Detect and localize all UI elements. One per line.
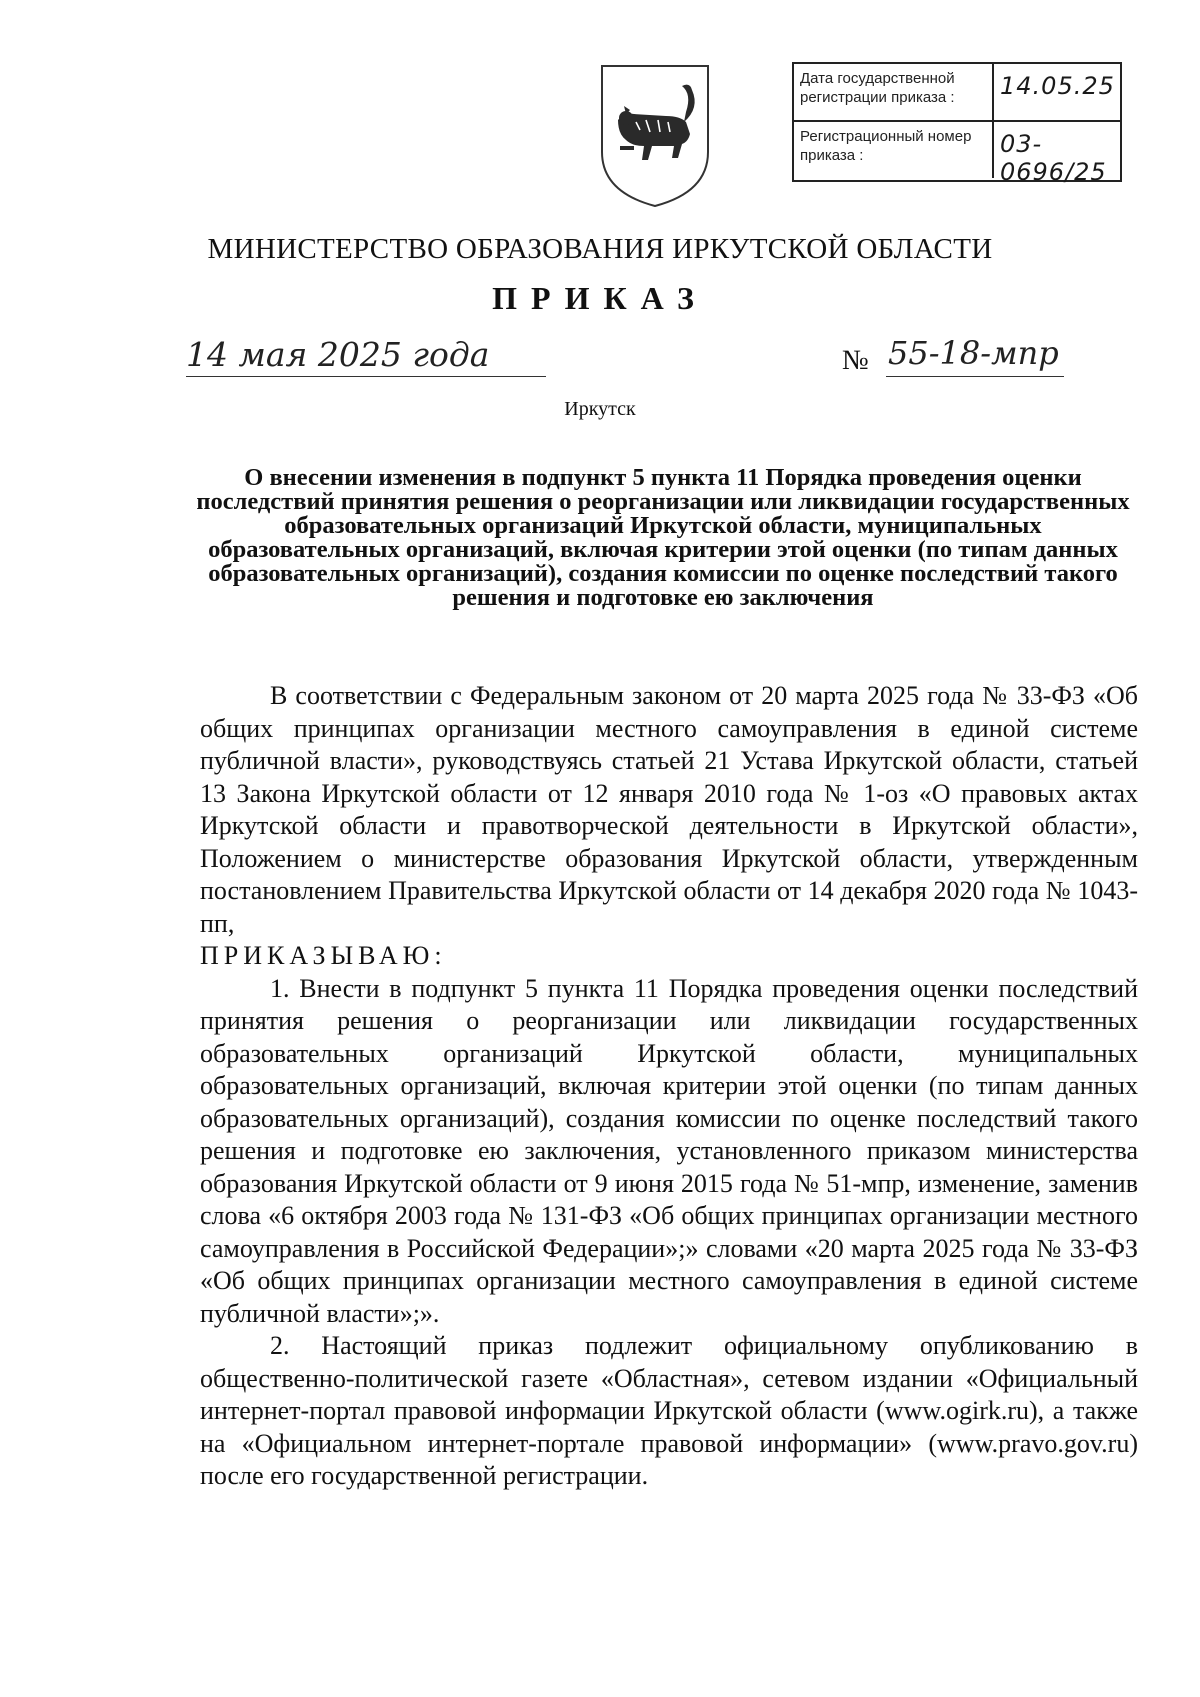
document-body bbox=[200, 680, 1138, 1493]
city: Иркутск bbox=[564, 398, 636, 420]
stamp-number-label: Регистрационный номер приказа : bbox=[800, 128, 972, 164]
order-item-1: 1. Внести в подпункт 5 пункта 11 Порядка проведения оценки последствий принятия решения о реорганизации или ликвидации государственных образовательных организаций Иркутской области, муниципальных образовательных организаций, включая критерии этой оценки (по типам данных образовательных организаций), создания комиссии по оценке последствий такого решения и подготовке ею заключения, установленного приказом министерства образования Иркутской области от 9 июня 2015 года № 51-мпр, изменение, заменив слова «6 октября 2003 года № 131-ФЗ «Об общих принципах организации местного самоуправления в Российской Федерации»;» словами «20 марта 2025 года № 33-ФЗ «Об общих принципах организации местного самоуправления в единой системе публичной власти»;». bbox=[200, 973, 1138, 1328]
document-title: О внесении изменения в подпункт 5 пункта 11 Порядка проведения оценки последствий принятия решения о реорганизации или ликвидации государственных образовательных организаций Иркутской области, муниципальных образовательных организаций, включая критерии этой оценки (по типам данных образовательных организаций), создания комиссии по оценке последствий такого решения и подготовке ею заключения bbox=[196, 464, 1130, 611]
stamp-divider bbox=[992, 64, 994, 120]
order-number: 55-18-мпр bbox=[888, 334, 1059, 372]
order-number-prefix: № bbox=[842, 345, 869, 376]
date-underline bbox=[186, 376, 546, 377]
registration-stamp bbox=[792, 62, 1122, 186]
order-date: 14 мая 2025 года bbox=[186, 335, 490, 374]
stamp-divider bbox=[992, 122, 994, 178]
stamp-number-row bbox=[794, 122, 1120, 186]
document-type: ПРИКАЗ bbox=[492, 280, 708, 316]
coat-of-arms-emblem bbox=[596, 60, 714, 210]
preamble-paragraph: В соответствии с Федеральным законом от 20 марта 2025 года № 33-ФЗ «Об общих принципах организации местного самоуправления в единой системе публичной власти», руководствуясь статьей 21 Устава Иркутской области, статьей 13 Закона Иркутской области от 12 января 2010 года № 1-оз «О правовых актах Иркутской области и правотворческой деятельности в Иркутской области», Положением о министерстве образования Иркутской области, утвержденным постановлением Правительства Иркутской области от 14 декабря 2020 года № 1043-пп, bbox=[200, 681, 1138, 938]
ministry-name: МИНИСТЕРСТВО ОБРАЗОВАНИЯ ИРКУТСКОЙ ОБЛАСТИ bbox=[207, 233, 993, 265]
stamp-date-row bbox=[794, 64, 1120, 122]
stamp-date-label: Дата государственной регистрации приказа : bbox=[800, 70, 955, 106]
order-item-2: 2. Настоящий приказ подлежит официальному опубликованию в общественно-политической газете «Областная», сетевом издании «Официальный интернет-портал правовой информации Иркутской области (www.ogirk.ru), а также на «Официальном интернет-портале правовой информации» (www.pravo.gov.ru) после его государственной регистрации. bbox=[200, 1331, 1138, 1490]
irkutsk-coat-of-arms-icon bbox=[596, 60, 714, 210]
number-underline bbox=[886, 376, 1064, 377]
stamp-date-value: 14.05.25 bbox=[1000, 72, 1115, 100]
stamp-number-value: 03-0696/25 bbox=[1000, 130, 1107, 186]
order-verb: ПРИКАЗЫВАЮ: bbox=[200, 941, 447, 970]
